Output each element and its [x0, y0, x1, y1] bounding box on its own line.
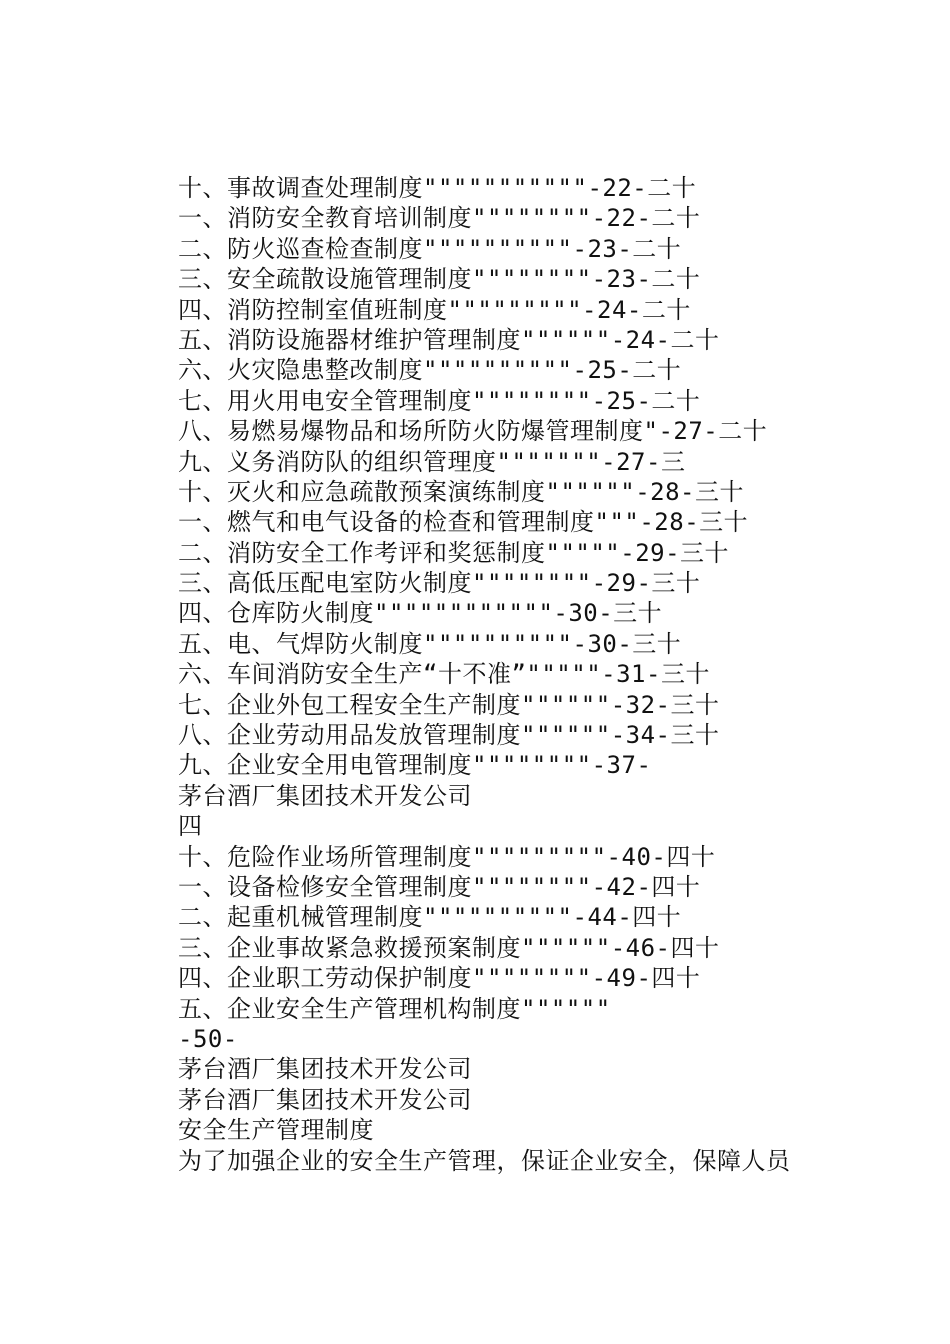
text-line: 五、电、气焊防火制度""""""""""-30-三十 [178, 629, 682, 658]
text-line: 十、事故调查处理制度"""""""""""-22-二十 [178, 174, 697, 202]
text-line: 一、燃气和电气设备的检查和管理制度"""-28-三十 [178, 508, 749, 537]
text-line: 八、企业劳动用品发放管理制度""""""-34-三十 [178, 721, 720, 750]
text-line: -50- [178, 1024, 238, 1053]
text-line: 四、消防控制室值班制度"""""""""-24-二十 [178, 295, 691, 324]
text-line: 四 [178, 812, 203, 841]
text-line: 一、消防安全教育培训制度""""""""-22-二十 [178, 204, 701, 233]
text-line: 茅台酒厂集团技术开发公司 [178, 1055, 472, 1084]
text-line: 三、高低压配电室防火制度""""""""-29-三十 [178, 569, 701, 598]
text-line: 茅台酒厂集团技术开发公司 [178, 781, 472, 810]
text-line: 二、防火巡查检查制度""""""""""-23-二十 [178, 234, 682, 263]
text-line: 九、义务消防队的组织管理度"""""""-27-三 [178, 447, 686, 476]
text-line: 四、企业职工劳动保护制度""""""""-49-四十 [178, 964, 701, 993]
text-line: 为了加强企业的安全生产管理，保证企业安全，保障人员 [178, 1146, 791, 1175]
text-line: 九、企业安全用电管理制度""""""""-37- [178, 751, 652, 780]
text-line: 八、易燃易爆物品和场所防火防爆管理制度"-27-二十 [178, 417, 768, 446]
text-line: 五、消防设施器材维护管理制度""""""-24-二十 [178, 325, 720, 354]
text-line: 一、设备检修安全管理制度""""""""-42-四十 [178, 872, 701, 901]
text-line: 二、起重机械管理制度""""""""""-44-四十 [178, 903, 682, 932]
text-line: 六、火灾隐患整改制度""""""""""-25-二十 [178, 356, 682, 385]
text-line: 四、仓库防火制度""""""""""""-30-三十 [178, 599, 663, 628]
document-text [178, 173, 878, 1176]
text-line: 七、用火用电安全管理制度""""""""-25-二十 [178, 386, 701, 415]
text-line: 三、安全疏散设施管理制度""""""""-23-二十 [178, 265, 701, 294]
text-line: 十、灭火和应急疏散预案演练制度""""""-28-三十 [178, 477, 744, 506]
text-line: 七、企业外包工程安全生产制度""""""-32-三十 [178, 690, 720, 719]
text-line: 二、消防安全工作考评和奖惩制度"""""-29-三十 [178, 538, 730, 567]
text-line: 五、企业安全生产管理机构制度"""""" [178, 994, 611, 1023]
text-line: 安全生产管理制度 [178, 1116, 374, 1145]
text-line: 十、危险作业场所管理制度"""""""""-40-四十 [178, 842, 716, 871]
text-line: 茅台酒厂集团技术开发公司 [178, 1085, 472, 1114]
text-line: 六、车间消防安全生产“十不准”"""""-31-三十 [178, 660, 710, 689]
text-line: 三、企业事故紧急救援预案制度""""""-46-四十 [178, 933, 720, 962]
